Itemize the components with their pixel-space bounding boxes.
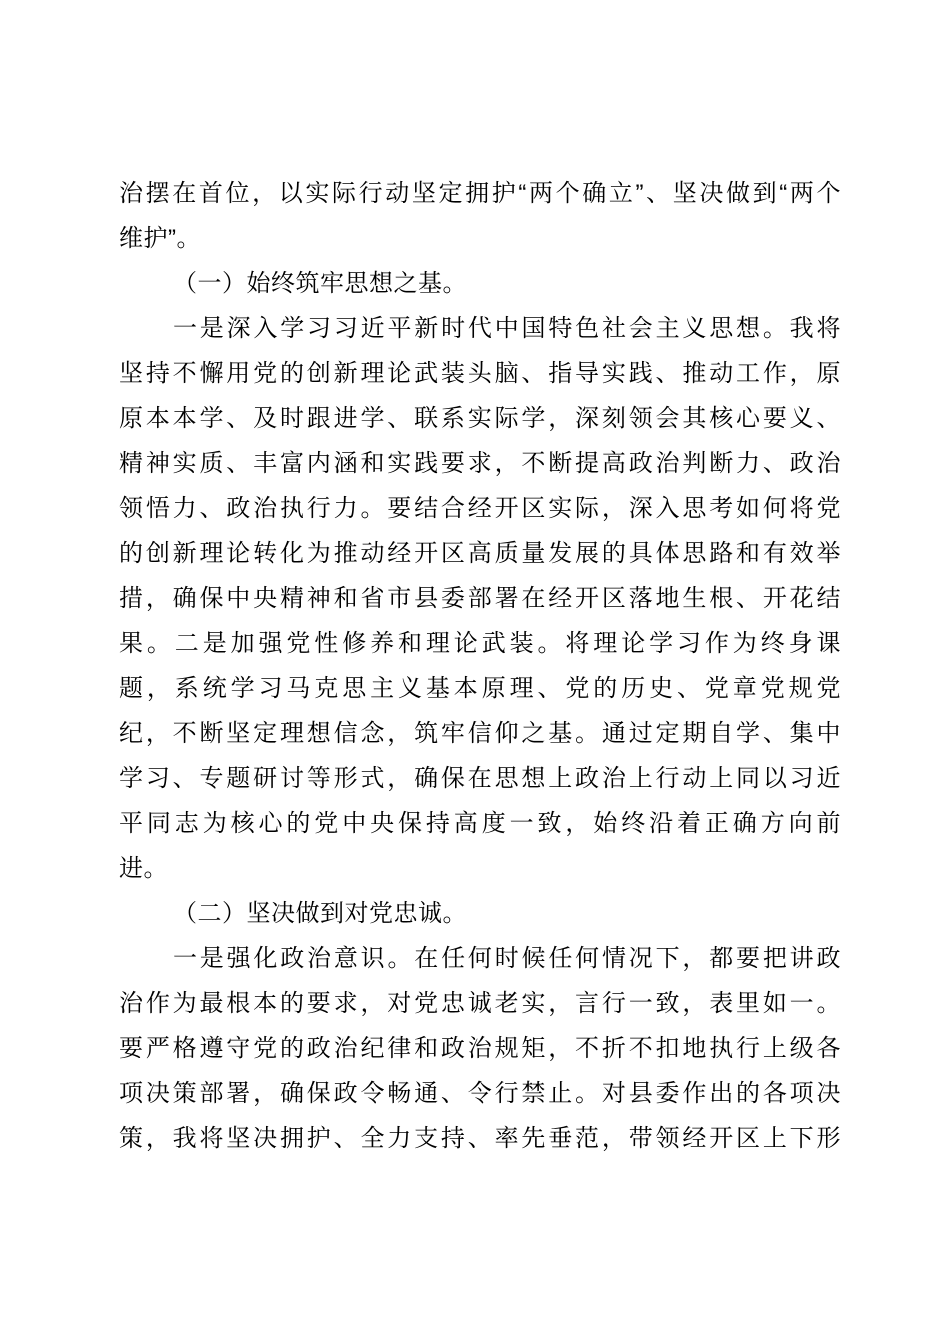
text-line: 措，确保中央精神和省市县委部署在经开区落地生根、开花结	[119, 585, 841, 612]
text-line: 精神实质、丰富内涵和实践要求，不断提高政治判断力、政治	[119, 450, 841, 477]
paragraph-section-one-body	[119, 306, 841, 891]
text-line: 果。二是加强党性修养和理论武装。将理论学习作为终身课	[119, 630, 841, 657]
text-line: 题，系统学习马克思主义基本原理、党的历史、党章党规党	[119, 675, 841, 702]
document-body	[119, 171, 841, 1161]
text-line: 项决策部署，确保政令畅通、令行禁止。对县委作出的各项决	[119, 1080, 841, 1107]
heading-line: （一）始终筑牢思想之基。	[173, 270, 467, 297]
text-line: 原本本学、及时跟进学、联系实际学，深刻领会其核心要义、	[119, 405, 841, 432]
text-line: 一是强化政治意识。在任何时候任何情况下，都要把讲政	[173, 945, 841, 972]
text-line: 坚持不懈用党的创新理论武装头脑、指导实践、推动工作，原	[119, 360, 841, 387]
text-line: 进。	[119, 855, 168, 882]
text-line: 策，我将坚决拥护、全力支持、率先垂范，带领经开区上下形	[119, 1125, 841, 1152]
text-line: 治作为最根本的要求，对党忠诚老实，言行一致，表里如一。	[119, 990, 841, 1017]
text-line: 维护”。	[119, 225, 201, 252]
text-line: 平同志为核心的党中央保持高度一致，始终沿着正确方向前	[119, 810, 841, 837]
text-line: 一是深入学习习近平新时代中国特色社会主义思想。我将	[173, 315, 841, 342]
text-line: 领悟力、政治执行力。要结合经开区实际，深入思考如何将党	[119, 495, 841, 522]
paragraph-continuation	[119, 171, 841, 261]
text-line: 学习、专题研讨等形式，确保在思想上政治上行动上同以习近	[119, 765, 841, 792]
text-line: 纪，不断坚定理想信念，筑牢信仰之基。通过定期自学、集中	[119, 720, 841, 747]
text-line: 要严格遵守党的政治纪律和政治规矩，不折不扣地执行上级各	[119, 1035, 841, 1062]
text-line: 的创新理论转化为推动经开区高质量发展的具体思路和有效举	[119, 540, 841, 567]
text-line: 治摆在首位，以实际行动坚定拥护“两个确立”、坚决做到“两个	[119, 180, 841, 207]
heading-line: （二）坚决做到对党忠诚。	[173, 900, 467, 927]
section-heading-two	[119, 891, 841, 936]
section-heading-one	[119, 261, 841, 306]
paragraph-section-two-body	[119, 936, 841, 1161]
